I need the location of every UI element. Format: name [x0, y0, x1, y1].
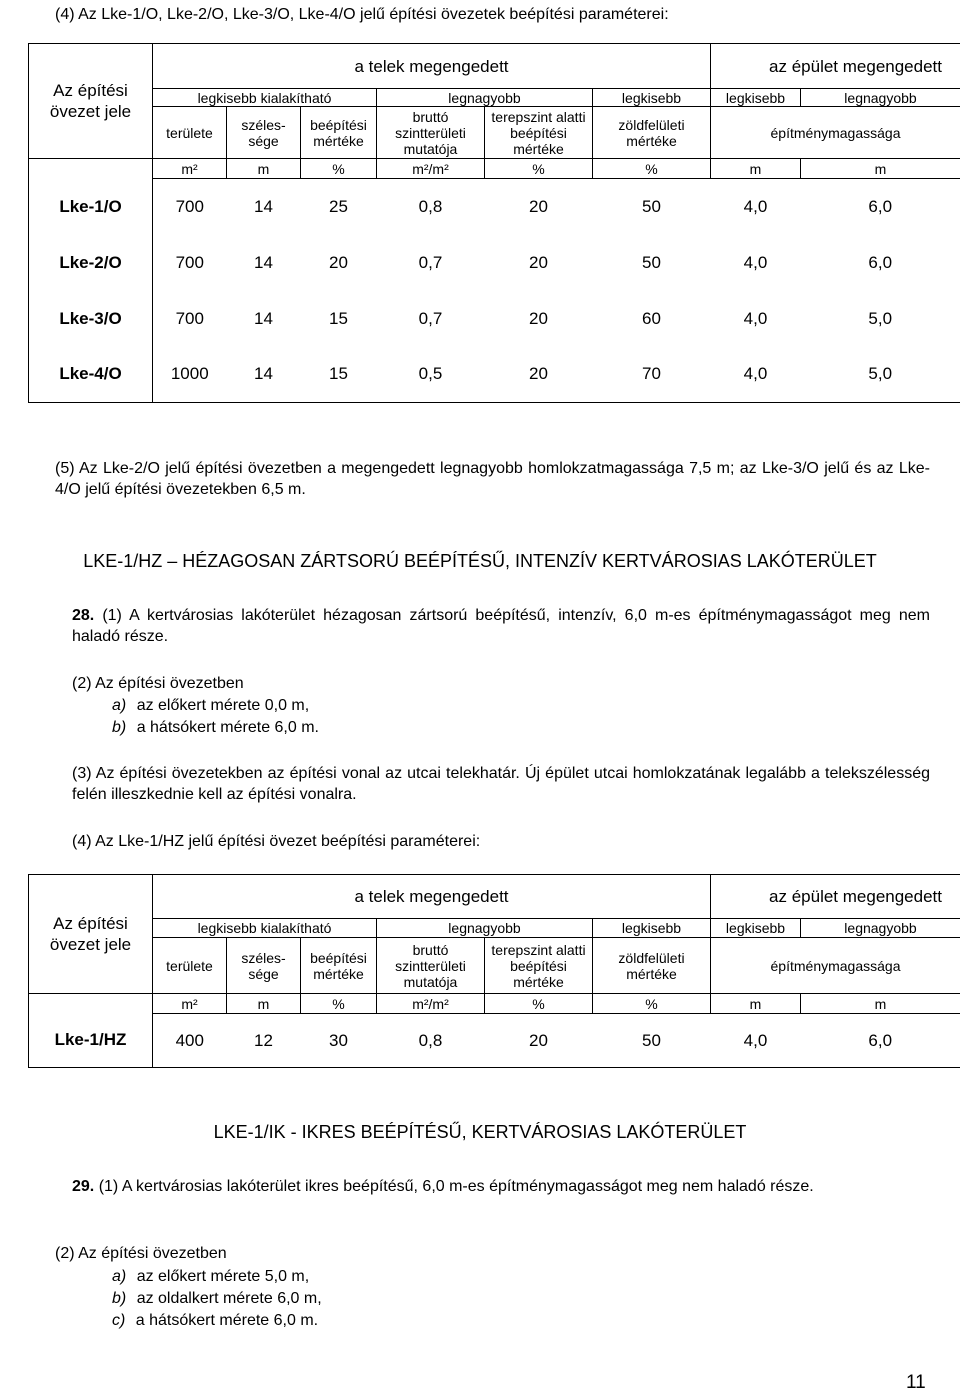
value-cell: 20	[529, 308, 548, 328]
zone-unit-cell	[29, 159, 153, 179]
unit-cell: %	[301, 994, 377, 1014]
szelessege-header: széles-sége	[227, 938, 301, 994]
terulete-header: területe	[153, 938, 227, 994]
section-29-p2-item-c	[112, 1310, 318, 1331]
units-row	[29, 994, 960, 1014]
value-cell: 700	[175, 252, 204, 272]
item-label: c)	[112, 1312, 126, 1329]
paragraph-5-text: (5) Az Lke-2/O jelű építési övezetben a megengedett legnagyobb homlokzatmagassága 7,5 m; az Lke-3/O jelű és az Lke-4/O jelű építési övezetekben 6,5 m.	[55, 460, 930, 498]
szelessege-header: széles-sége	[227, 107, 301, 159]
section-title-ik: LKE-1/IK - IKRES BEÉPÍTÉSŰ, KERTVÁROSIAS LAKÓTERÜLET	[213, 1122, 747, 1142]
unit-cell: m²	[153, 994, 227, 1014]
unit-cell: m	[711, 159, 801, 179]
unit-cell: m²/m²	[377, 994, 485, 1014]
unit-cell: %	[301, 159, 377, 179]
value-cell: 700	[175, 308, 204, 328]
value-cell: 20	[529, 252, 548, 272]
zoldfeluleti-header: zöldfelületi mértéke	[593, 107, 711, 159]
page-number: 11	[906, 1372, 926, 1393]
table-row	[29, 235, 960, 291]
value-cell: 50	[593, 1014, 711, 1068]
value-cell: 4,0	[743, 308, 768, 328]
section-29-p2: (2) Az építési övezetben	[55, 1245, 227, 1262]
section-28-p1-text: (1) A kertvárosias lakóterület hézagosan zártsorú beépítésű, intenzív, 6,0 m-es építménymagasságot meg nem haladó része.	[72, 607, 930, 645]
zone-label-header: Az építési övezet jele	[29, 875, 153, 994]
item-text: az előkert mérete 5,0 m,	[136, 1268, 310, 1285]
value-cell: 14	[254, 308, 273, 328]
brutto-header: bruttó szintterületi mutatója	[377, 938, 485, 994]
zone-unit-cell	[29, 994, 153, 1014]
section-29-p1	[72, 1176, 930, 1197]
unit-cell: m	[227, 994, 301, 1014]
telek-group-header: a telek megengedett	[153, 44, 711, 89]
value-cell: 14	[254, 252, 273, 272]
value-cell: 20	[485, 1014, 593, 1068]
value-cell: 0,7	[418, 308, 443, 328]
value-cell: 6,0	[801, 179, 960, 235]
legnagyobb-header: legnagyobb	[377, 919, 593, 938]
parameters-table-2	[28, 874, 960, 1068]
legkisebb-header-2: legkisebb	[711, 89, 801, 107]
value-cell: 6,0	[801, 235, 960, 291]
value-cell: 0,8	[377, 1014, 485, 1068]
section-28-p2-item-a	[112, 695, 309, 716]
units-row	[29, 159, 960, 179]
beepitesi-merteke-header: beépítési mértéke	[301, 938, 377, 994]
section-28-p2-item-b	[112, 717, 319, 738]
value-cell: 1000	[153, 347, 227, 403]
terepszint-header: terepszint alatti beépítési mértéke	[485, 107, 593, 159]
value-cell: 400	[153, 1014, 227, 1068]
item-label: b)	[112, 719, 127, 736]
value-cell: 5,0	[801, 347, 960, 403]
legkisebb-header: legkisebb	[593, 919, 711, 938]
table-row	[29, 347, 960, 403]
section-28-p1	[72, 605, 930, 647]
value-cell: 4,0	[711, 347, 801, 403]
value-cell: 12	[227, 1014, 301, 1068]
item-label: a)	[112, 1268, 127, 1285]
table-row	[29, 291, 960, 347]
legkisebb-kialakithato-header: legkisebb kialakítható	[153, 919, 377, 938]
item-label: a)	[112, 697, 127, 714]
zone-label-header: Az építési övezet jele	[29, 44, 153, 159]
section-number: 28.	[72, 607, 95, 624]
epitmenymagassaga-header: építménymagassága	[711, 938, 960, 994]
section-28-p3: (3) Az építési övezetekben az építési vonal az utcai telekhatár. Új épület utcai homlokzatának legalább a telekszélesség felén illeszkednie kell az építési vonalra.	[72, 765, 930, 803]
item-text: a hátsókert mérete 6,0 m.	[135, 1312, 319, 1329]
value-cell: 0,7	[418, 252, 443, 272]
value-cell: 14	[254, 196, 273, 216]
value-cell: 4,0	[711, 1014, 801, 1068]
value-cell: 20	[529, 196, 548, 216]
paragraph-4-top: (4) Az Lke-1/O, Lke-2/O, Lke-3/O, Lke-4/O jelű építési övezetek beépítési paraméterei:	[55, 6, 669, 23]
section-title-hz: LKE-1/HZ – HÉZAGOSAN ZÁRTSORÚ BEÉPÍTÉSŰ, INTENZÍV KERTVÁROSIAS LAKÓTERÜLET	[83, 551, 877, 571]
zone-cell: Lke-1/O	[29, 179, 153, 235]
terulete-header: területe	[153, 107, 227, 159]
value-cell: 50	[642, 252, 661, 272]
zoldfeluleti-header: zöldfelületi mértéke	[593, 938, 711, 994]
value-cell: 15	[329, 308, 348, 328]
epulet-group-header: az épület megengedett	[711, 875, 960, 919]
section-number: 29.	[72, 1178, 95, 1195]
unit-cell: m²	[153, 159, 227, 179]
epitmenymagassaga-header: építménymagassága	[711, 107, 960, 159]
section-29-p1-text: (1) A kertvárosias lakóterület ikres beépítésű, 6,0 m-es építménymagasságot meg nem haladó része.	[98, 1178, 814, 1195]
beepitesi-merteke-header: beépítési mértéke	[301, 107, 377, 159]
value-cell: 0,8	[418, 196, 443, 216]
legnagyobb-header: legnagyobb	[377, 89, 593, 107]
value-cell: 60	[642, 308, 661, 328]
zone-cell: Lke-1/HZ	[29, 1014, 153, 1068]
value-cell: 50	[642, 196, 661, 216]
value-cell: 14	[227, 347, 301, 403]
zone-cell: Lke-2/O	[29, 235, 153, 291]
item-text: az oldalkert mérete 6,0 m,	[136, 1290, 322, 1307]
item-label: b)	[112, 1290, 127, 1307]
unit-cell: %	[485, 994, 593, 1014]
value-cell: 70	[593, 347, 711, 403]
zone-cell: Lke-4/O	[29, 347, 153, 403]
epulet-group-header: az épület megengedett	[711, 44, 960, 89]
unit-cell: m	[801, 159, 960, 179]
legnagyobb-header-2: legnagyobb	[801, 919, 960, 938]
section-28-p4: (4) Az Lke-1/HZ jelű építési övezet beépítési paraméterei:	[72, 833, 481, 850]
value-cell: 4,0	[743, 196, 768, 216]
unit-cell: %	[593, 159, 711, 179]
table-row	[29, 1014, 960, 1068]
paragraph-5	[55, 458, 930, 500]
unit-cell: m	[801, 994, 960, 1014]
value-cell: 25	[329, 196, 348, 216]
unit-cell: m	[227, 159, 301, 179]
brutto-header: bruttó szintterületi mutatója	[377, 107, 485, 159]
value-cell: 20	[485, 347, 593, 403]
legkisebb-kialakithato-header: legkisebb kialakítható	[153, 89, 377, 107]
item-text: az előkert mérete 0,0 m,	[136, 697, 310, 714]
value-cell: 15	[301, 347, 377, 403]
value-cell: 4,0	[743, 252, 768, 272]
section-29-p2-item-a	[112, 1266, 309, 1287]
value-cell: 30	[301, 1014, 377, 1068]
legkisebb-header-2: legkisebb	[711, 919, 801, 938]
item-text: a hátsókert mérete 6,0 m.	[136, 719, 319, 736]
telek-group-header: a telek megengedett	[153, 875, 711, 919]
table-row	[29, 179, 960, 235]
unit-cell: m	[711, 994, 801, 1014]
terepszint-header: terepszint alatti beépítési mértéke	[485, 938, 593, 994]
unit-cell: %	[485, 159, 593, 179]
unit-cell: m²/m²	[377, 159, 485, 179]
zone-cell: Lke-3/O	[29, 291, 153, 347]
legkisebb-header: legkisebb	[593, 89, 711, 107]
unit-cell: %	[593, 994, 711, 1014]
value-cell: 0,5	[377, 347, 485, 403]
section-29-p2-item-b	[112, 1288, 322, 1309]
value-cell: 5,0	[801, 291, 960, 347]
legnagyobb-header-2: legnagyobb	[801, 89, 960, 107]
section-28-p2: (2) Az építési övezetben	[72, 675, 244, 692]
parameters-table-1	[28, 43, 960, 403]
value-cell: 6,0	[801, 1014, 960, 1068]
value-cell: 20	[329, 252, 348, 272]
value-cell: 700	[175, 196, 204, 216]
